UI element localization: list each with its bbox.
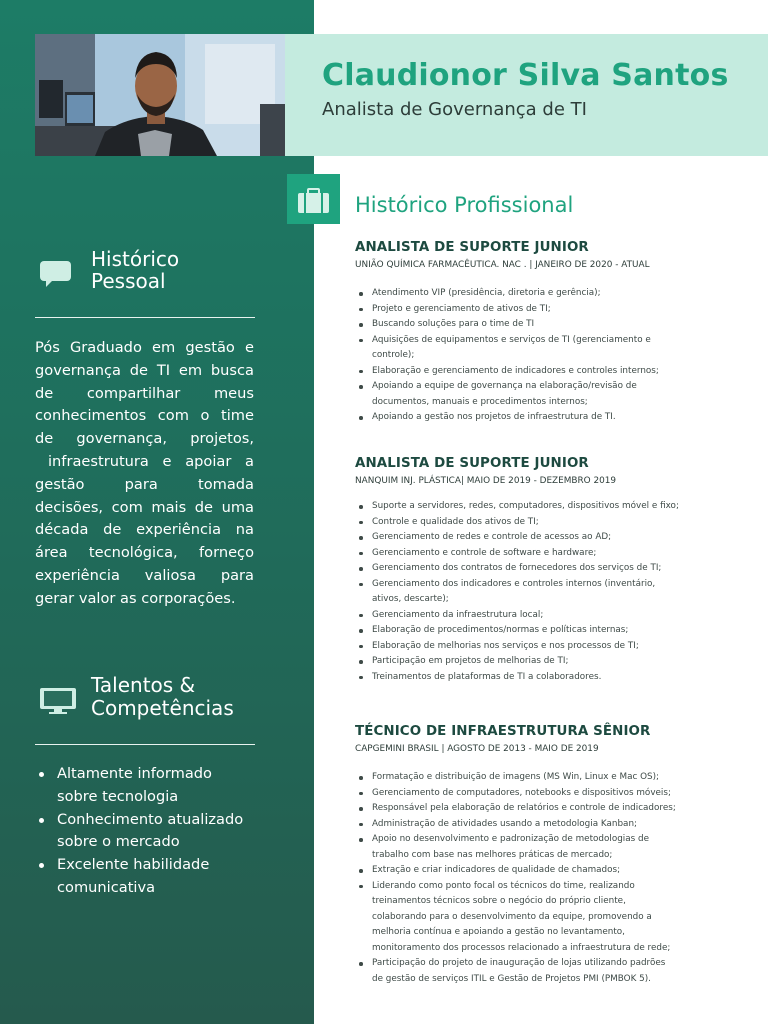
job-title: ANALISTA DE SUPORTE JUNIOR xyxy=(355,456,589,471)
duty-item: Formatação e distribuição de imagens (MS Win, Linux e Mac OS); xyxy=(355,770,745,786)
duty-item: Controle e qualidade dos ativos de TI; xyxy=(355,515,745,531)
about-line: decisões, com mais de uma xyxy=(35,498,254,516)
briefcase-icon xyxy=(287,174,340,224)
duty-item: Elaboração e gerenciamento de indicadores e controles internos; xyxy=(355,364,745,380)
job-company: CAPGEMINI BRASIL | AGOSTO DE 2013 - MAIO DE 2019 xyxy=(355,744,599,754)
personal-history-heading xyxy=(35,248,255,294)
duty-item: Apoiando a equipe de governança na elaboração/revisão de documentos, manuais e procedimentos internos; xyxy=(355,379,745,410)
candidate-name: Claudionor Silva Santos xyxy=(322,58,729,93)
about-line: infraestrutura e apoiar a xyxy=(48,452,254,470)
skill-item xyxy=(38,763,258,809)
duty-item: Participação do projeto de inauguração de lojas utilizando padrões de gestão de serviços ITIL e Gestão de Projetos PMI (PMBOK 5). xyxy=(355,956,745,987)
job-company: NANQUIM INJ. PLÁSTICA| MAIO DE 2019 - DEZEMBRO 2019 xyxy=(355,476,617,486)
job-entry xyxy=(355,240,745,426)
chat-bubble-icon xyxy=(39,260,73,292)
skills-heading xyxy=(35,674,255,720)
profile-photo xyxy=(35,34,285,156)
job-duties xyxy=(355,499,745,685)
duty-item: Treinamentos de plataformas de TI a colaboradores. xyxy=(355,670,745,686)
skill-item xyxy=(38,854,258,900)
duty-item: Liderando como ponto focal os técnicos do time, realizando treinamentos técnicos sobre o negócio do próprio cliente, colaborando para o desenvolvimento da equipe, promovendo a melhoria contínua e apoiando a gestão no levantamento, monitoramento dos processos relacionado a infraestrutura de rede; xyxy=(355,879,745,957)
duty-item: Gerenciamento e controle de software e hardware; xyxy=(355,546,745,562)
personal-history-title-line1: Histórico xyxy=(91,247,180,271)
skill-line: comunicativa xyxy=(57,878,156,896)
skills-title-line2: Competências xyxy=(91,696,234,720)
about-line: governança de TI em busca xyxy=(35,361,254,379)
skill-line: Altamente informado xyxy=(57,765,212,782)
about-text xyxy=(35,337,254,611)
about-line: de compartilhar meus xyxy=(35,384,254,402)
duty-item: Aquisições de equipamentos e serviços de TI (gerenciamento e controle); xyxy=(355,333,745,364)
duty-item: Projeto e gerenciamento de ativos de TI; xyxy=(355,302,745,318)
duty-item: Suporte a servidores, redes, computadores, dispositivos móvel e fixo; xyxy=(355,499,745,515)
duty-item: Apoio no desenvolvimento e padronização de metodologias de trabalho com base nas melhores práticas de mercado; xyxy=(355,832,745,863)
skill-line: Excelente habilidade xyxy=(57,856,210,874)
duty-item: Gerenciamento dos indicadores e controles internos (inventário, ativos, descarte); xyxy=(355,577,745,608)
duty-item: Administração de atividades usando a metodologia Kanban; xyxy=(355,817,745,833)
skill-line: Conhecimento atualizado xyxy=(57,810,244,828)
duty-item: Gerenciamento da infraestrutura local; xyxy=(355,608,745,624)
profile-photo-illustration xyxy=(35,34,285,156)
job-duties xyxy=(355,286,745,426)
duty-item: Gerenciamento de computadores, notebooks e dispositivos móveis; xyxy=(355,786,745,802)
about-line: conhecimentos com o time xyxy=(35,407,254,425)
section-title: Histórico Profissional xyxy=(355,193,574,217)
divider xyxy=(35,744,255,745)
about-line: experiência valiosa para xyxy=(35,566,254,584)
candidate-role: Analista de Governança de TI xyxy=(322,99,587,120)
duty-item: Gerenciamento dos contratos de fornecedores dos serviços de TI; xyxy=(355,561,745,577)
about-line: década de experiência na xyxy=(35,521,254,539)
job-duties xyxy=(355,770,745,987)
job-entry xyxy=(355,456,745,685)
skills-title-line1: Talentos & xyxy=(91,673,196,697)
about-line: Pós Graduado em gestão e xyxy=(35,339,254,356)
job-entry xyxy=(355,724,745,987)
about-line: de governança, projetos, xyxy=(35,430,254,448)
skill-line: sobre o mercado xyxy=(57,833,180,851)
duty-item: Participação em projetos de melhorias de TI; xyxy=(355,654,745,670)
duty-item: Elaboração de melhorias nos serviços e nos processos de TI; xyxy=(355,639,745,655)
about-line: gestão para tomada xyxy=(35,475,254,493)
duty-item: Atendimento VIP (presidência, diretoria e gerência); xyxy=(355,286,745,302)
monitor-icon xyxy=(39,687,77,719)
job-company: UNIÃO QUÍMICA FARMACÊUTICA. NAC . | JANEIRO DE 2020 - ATUAL xyxy=(355,260,650,270)
duty-item: Gerenciamento de redes e controle de acessos ao AD; xyxy=(355,530,745,546)
job-title: ANALISTA DE SUPORTE JUNIOR xyxy=(355,240,589,255)
skills-list xyxy=(38,763,258,900)
about-line: área tecnológica, forneço xyxy=(35,544,254,562)
personal-history-title-line2: Pessoal xyxy=(91,269,166,293)
duty-item: Extração e criar indicadores de qualidade de chamados; xyxy=(355,863,745,879)
duty-item: Buscando soluções para o time de TI xyxy=(355,317,745,333)
job-title: TÉCNICO DE INFRAESTRUTURA SÊNIOR xyxy=(355,724,651,739)
duty-item: Responsável pela elaboração de relatórios e controle de indicadores; xyxy=(355,801,745,817)
divider xyxy=(35,317,255,318)
header-band xyxy=(285,34,768,156)
about-line: gerar valor as corporações. xyxy=(35,589,236,607)
duty-item: Elaboração de procedimentos/normas e políticas internas; xyxy=(355,623,745,639)
duty-item: Apoiando a gestão nos projetos de infraestrutura de TI. xyxy=(355,410,745,426)
skill-item xyxy=(38,809,258,855)
skill-line: sobre tecnologia xyxy=(57,787,179,805)
